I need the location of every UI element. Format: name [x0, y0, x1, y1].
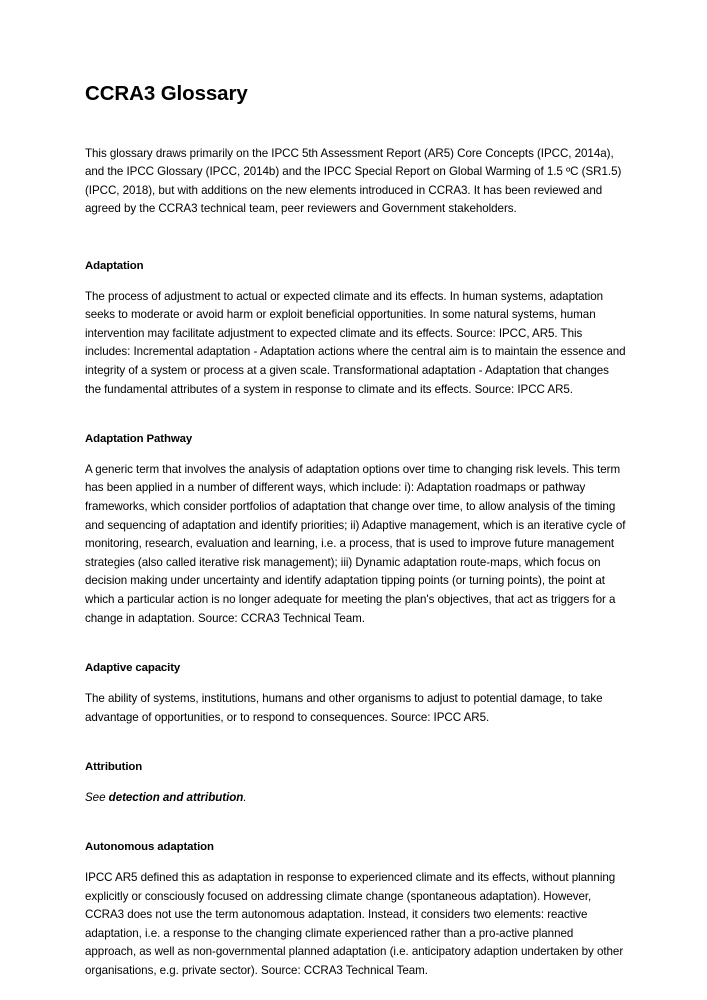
cross-reference-target: detection and attribution — [108, 790, 244, 804]
glossary-entry-autonomous-adaptation — [85, 841, 627, 980]
term-definition: IPCC AR5 defined this as adaptation in response to experienced climate and its effects, without planning explicitly or consciously focused on addressing climate change (spontaneous adaptation). However, CCRA3 does not use the term autonomous adaptation. Instead, it considers two elements: reactive adaptation, i.e. a response to the changing climate experienced rather than a pro-active planned approach, as well as non-governmental planned adaptation (i.e. anticipatory adaption undertaken by other organisations, e.g. private sector). Source: CCRA3 Technical Team. — [85, 871, 624, 978]
term-heading: Attribution — [85, 761, 143, 774]
term-heading: Adaptation Pathway — [85, 433, 193, 446]
glossary-entry-adaptive-capacity — [85, 662, 627, 727]
cross-reference-trail: . — [243, 790, 247, 804]
glossary-entry-adaptation — [85, 260, 627, 399]
page-title: CCRA3 Glossary — [85, 82, 248, 105]
term-heading: Adaptive capacity — [85, 662, 181, 675]
cross-reference-lead: See — [85, 790, 109, 804]
introduction-paragraph: This glossary draws primarily on the IPCC 5th Assessment Report (AR5) Core Concepts (IPCC, 2014a), and the IPCC Glossary (IPCC, 2014b) and the IPCC Special Report on Global Warming of 1.5 ºC (SR1.5) (IPCC, 2018), but with additions on the new elements introduced in CCRA3. It has been reviewed and agreed by the CCRA3 technical team, peer reviewers and Government stakeholders. — [85, 146, 622, 216]
term-definition: The process of adjustment to actual or expected climate and its effects. In human systems, adaptation seeks to moderate or avoid harm or exploit beneficial opportunities. In some natural systems, human intervention may facilitate adjustment to expected climate and its effects. Source: IPCC, AR5. This includes: Incremental adaptation - Adaptation actions where the central aim is to maintain the essence and integrity of a system or process at a given scale. Transformational adaptation - Adaptation that changes the fundamental attributes of a system in response to climate and its effects. Source: IPCC AR5. — [85, 289, 626, 396]
glossary-entry-attribution — [85, 761, 627, 807]
term-cross-reference — [85, 789, 627, 808]
document-body — [85, 82, 627, 981]
glossary-entry-adaptation-pathway — [85, 433, 627, 628]
term-heading: Adaptation — [85, 259, 144, 272]
term-heading: Autonomous adaptation — [85, 841, 214, 854]
term-definition: A generic term that involves the analysis of adaptation options over time to changing risk levels. This term has been applied in a number of different ways, which include: i): Adaptation roadmaps or pathway frameworks, which consider portfolios of adaptation that change over time, to allow analysis of the timing and sequencing of adaptation and identify priorities; ii) Adaptive management, which is an iterative cycle of monitoring, research, evaluation and learning, i.e. a process, that is used to improve future management strategies (also called iterative risk management); iii) Dynamic adaptation route-maps, which focus on decision making under uncertainty and identify adaptation tipping points (or turning points), the point at which a particular action is no longer adequate for meeting the plan's objectives, that act as triggers for a change in adaptation. Source: CCRA3 Technical Team. — [85, 462, 626, 625]
term-definition: The ability of systems, institutions, humans and other organisms to adjust to potential damage, to take advantage of opportunities, or to respond to consequences. Source: IPCC AR5. — [85, 691, 603, 724]
